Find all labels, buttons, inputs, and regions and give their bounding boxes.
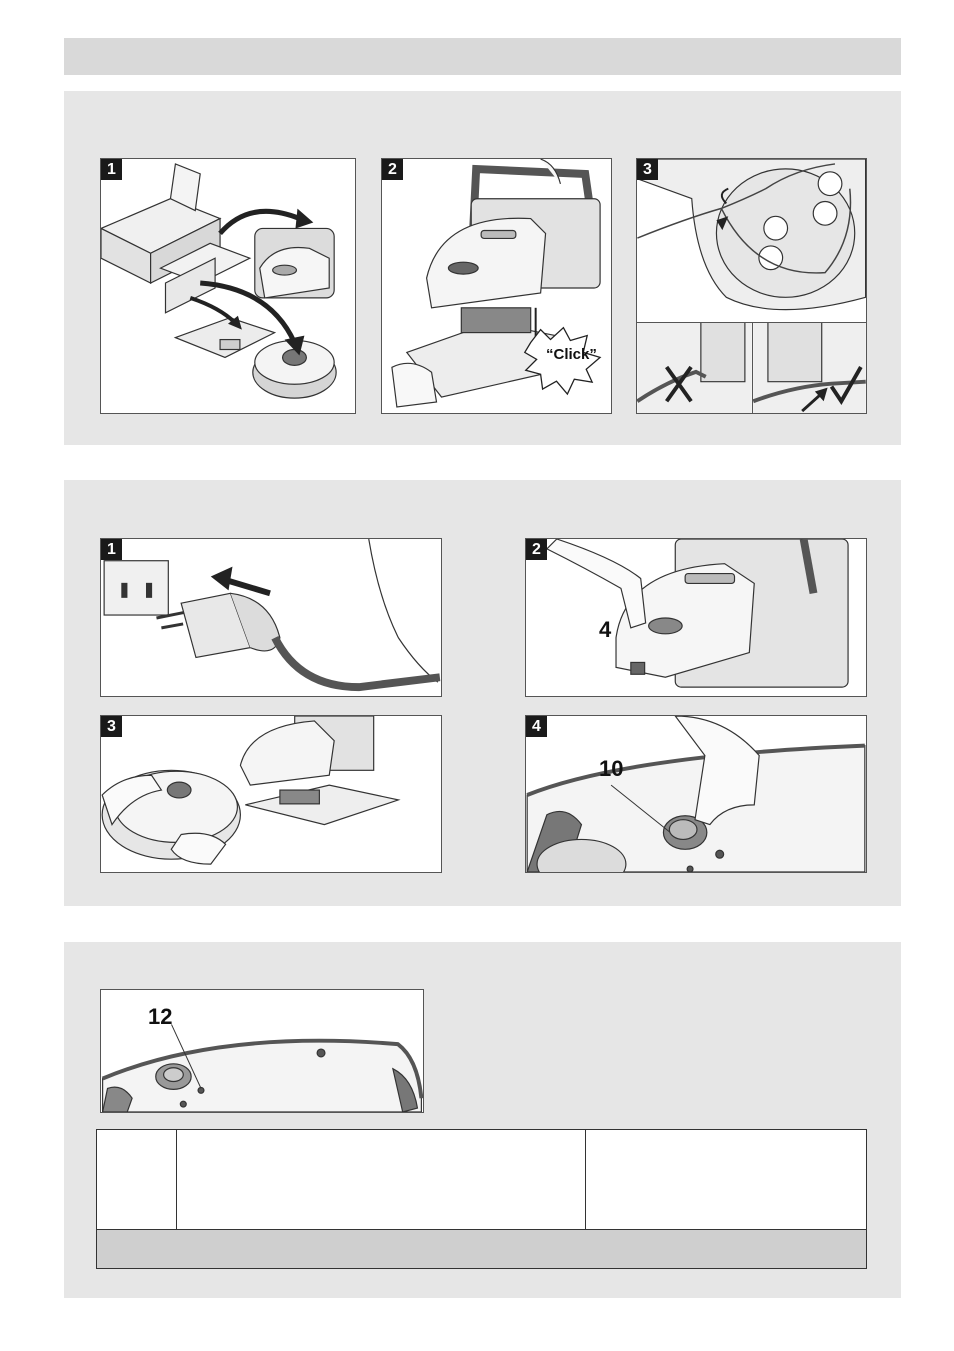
table-cell	[97, 1130, 177, 1229]
cable-correct-illustration	[752, 322, 867, 414]
step-badge: 3	[637, 159, 658, 180]
header-bar	[64, 38, 901, 75]
callout-number: 4	[599, 617, 612, 642]
click-sound-label: “Click”	[546, 346, 597, 363]
callout-number: 10	[599, 756, 624, 781]
unpacking-illustration	[100, 158, 356, 414]
cable-wrong-illustration	[636, 322, 753, 414]
info-table	[96, 1129, 867, 1269]
plug-in-drawing	[101, 539, 441, 696]
step-badge: 1	[101, 159, 122, 180]
unpacking-drawing	[101, 159, 355, 413]
step-badge: 2	[526, 539, 547, 560]
place-robot-illustration	[100, 715, 442, 873]
step-badge: 2	[382, 159, 403, 180]
table-cell	[176, 1130, 586, 1229]
step-badge: 4	[526, 716, 547, 737]
table-footer	[97, 1229, 866, 1268]
step-badge: 1	[101, 539, 122, 560]
station-mounting-illustration	[381, 158, 612, 414]
cable-routing-drawing	[637, 159, 866, 322]
plug-in-illustration	[100, 538, 442, 697]
station-mounting-drawing	[382, 159, 611, 413]
step-badge: 3	[101, 716, 122, 737]
station-button-drawing	[526, 539, 866, 696]
table-cell	[586, 1130, 866, 1229]
cable-routing-illustration	[636, 158, 867, 323]
callout-number: 12	[148, 1004, 173, 1029]
station-button-illustration	[525, 538, 867, 697]
robot-button-drawing	[526, 716, 866, 872]
indicator-illustration	[100, 989, 424, 1113]
cable-correct-drawing	[753, 323, 866, 413]
place-robot-drawing	[101, 716, 441, 872]
cable-wrong-drawing	[637, 323, 752, 413]
robot-button-illustration	[525, 715, 867, 873]
